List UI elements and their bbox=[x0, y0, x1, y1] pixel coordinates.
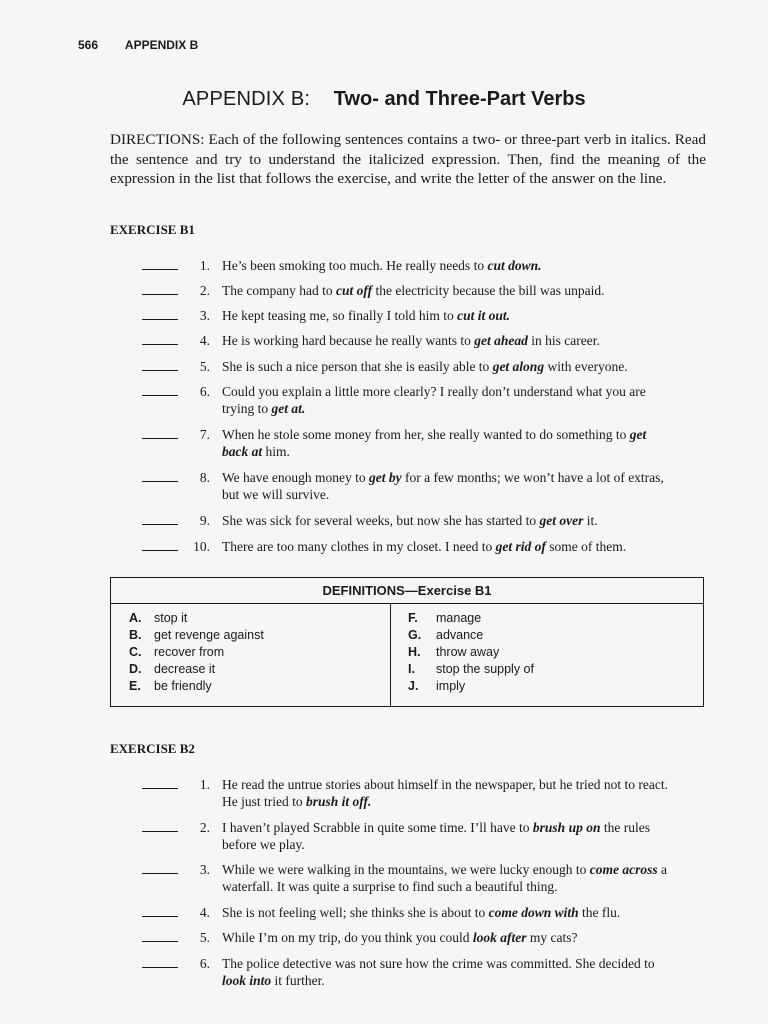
item-number: 1. bbox=[199, 258, 210, 273]
exercise-b1-heading: EXERCISE B1 bbox=[110, 222, 195, 237]
item-number: 5. bbox=[199, 930, 210, 945]
item-sentence: He’s been smoking too much. He really needs to cut down. bbox=[222, 258, 542, 273]
item-verb: look after bbox=[472, 930, 527, 945]
definitions-left-column bbox=[111, 604, 391, 706]
item-verb: get rid of bbox=[495, 539, 546, 554]
running-header bbox=[78, 38, 198, 52]
definition-meaning: decrease it bbox=[154, 662, 216, 676]
definition-letter: C. bbox=[129, 645, 142, 659]
item-number: 1. bbox=[199, 777, 210, 792]
definition-letter: B. bbox=[129, 628, 142, 642]
answer-blank[interactable] bbox=[142, 370, 178, 371]
answer-blank[interactable] bbox=[142, 395, 178, 396]
item-verb: come across bbox=[589, 862, 658, 877]
item-number: 9. bbox=[199, 513, 210, 528]
definition-meaning: get revenge against bbox=[154, 628, 264, 642]
definition-row bbox=[111, 661, 390, 678]
page-number: 566 bbox=[78, 38, 99, 52]
definition-row bbox=[111, 678, 390, 695]
item-sentence: She is such a nice person that she is easily able to get along with everyone. bbox=[222, 359, 628, 374]
answer-blank[interactable] bbox=[142, 873, 178, 874]
item-verb: brush up on bbox=[532, 820, 601, 835]
answer-blank[interactable] bbox=[142, 481, 178, 482]
item-sentence: He is working hard because he really wants to get ahead in his career. bbox=[222, 333, 600, 348]
item-verb: get over bbox=[539, 513, 584, 528]
definition-meaning: stop it bbox=[154, 611, 188, 625]
item-verb: get along bbox=[492, 359, 545, 374]
definition-row bbox=[111, 610, 390, 627]
item-number: 6. bbox=[199, 384, 210, 399]
item-verb: brush it off. bbox=[306, 794, 372, 809]
definitions-title: DEFINITIONS—Exercise B1 bbox=[111, 578, 703, 604]
title-label: APPENDIX B: bbox=[182, 88, 311, 110]
definition-row bbox=[391, 644, 702, 661]
answer-blank[interactable] bbox=[142, 344, 178, 345]
definitions-box bbox=[110, 577, 704, 707]
item-sentence: She was sick for several weeks, but now she has started to get over it. bbox=[222, 513, 598, 528]
directions-paragraph: DIRECTIONS: Each of the following sentences contains a two- or three-part verb in italics. Read the sentence and try to understand the italicized expression. Then, find the meaning of the expression in the list that follows the exercise, and write the letter of the answer on the line. bbox=[110, 131, 706, 187]
answer-blank[interactable] bbox=[142, 524, 178, 525]
item-verb: get ahead bbox=[474, 333, 528, 348]
item-sentence: The company had to cut off the electricity because the bill was unpaid. bbox=[222, 283, 605, 298]
answer-blank[interactable] bbox=[142, 967, 178, 968]
page-title bbox=[0, 88, 768, 111]
answer-blank[interactable] bbox=[142, 294, 178, 295]
title-main: Two- and Three-Part Verbs bbox=[333, 88, 586, 110]
definition-meaning: imply bbox=[436, 679, 466, 693]
item-verb: cut off bbox=[335, 283, 373, 298]
definition-row bbox=[391, 678, 702, 695]
item-number: 5. bbox=[199, 359, 210, 374]
definition-meaning: throw away bbox=[436, 645, 500, 659]
item-verb: cut down. bbox=[487, 258, 542, 273]
definition-row bbox=[391, 661, 702, 678]
item-sentence: When he stole some money from her, she really wanted to do something to get back at him. bbox=[222, 427, 647, 459]
item-verb: cut it out. bbox=[457, 308, 510, 323]
answer-blank[interactable] bbox=[142, 941, 178, 942]
item-number: 7. bbox=[199, 427, 210, 442]
definition-meaning: advance bbox=[436, 628, 484, 642]
definition-letter: I. bbox=[408, 662, 415, 676]
answer-blank[interactable] bbox=[142, 269, 178, 270]
definition-letter: E. bbox=[129, 679, 141, 693]
item-sentence: We have enough money to get by for a few months; we won’t have a lot of extras, but we will survive. bbox=[222, 470, 664, 502]
item-sentence: While we were walking in the mountains, we were lucky enough to come across a waterfall. It was quite a surprise to find such a beautiful thing. bbox=[222, 862, 668, 894]
item-sentence: While I’m on my trip, do you think you could look after my cats? bbox=[222, 930, 578, 945]
definition-row bbox=[111, 627, 390, 644]
item-verb: look into bbox=[222, 973, 272, 988]
item-sentence: Could you explain a little more clearly? I really don’t understand what you are trying to get at. bbox=[222, 384, 646, 416]
item-number: 4. bbox=[199, 905, 210, 920]
item-number: 3. bbox=[199, 308, 210, 323]
answer-blank[interactable] bbox=[142, 550, 178, 551]
answer-blank[interactable] bbox=[142, 788, 178, 789]
definition-row bbox=[111, 644, 390, 661]
definition-row bbox=[391, 610, 702, 627]
answer-blank[interactable] bbox=[142, 916, 178, 917]
item-verb: get by bbox=[369, 470, 402, 485]
item-sentence: He kept teasing me, so finally I told him to cut it out. bbox=[222, 308, 510, 323]
definition-meaning: be friendly bbox=[154, 679, 212, 693]
answer-blank[interactable] bbox=[142, 831, 178, 832]
item-number: 8. bbox=[199, 470, 210, 485]
definition-meaning: stop the supply of bbox=[436, 662, 534, 676]
item-sentence: He read the untrue stories about himself in the newspaper, but he tried not to react. He just tried to brush it off. bbox=[222, 777, 668, 809]
item-verb: get at. bbox=[271, 401, 306, 416]
section-name: APPENDIX B bbox=[124, 38, 199, 52]
definition-letter: J. bbox=[408, 679, 419, 693]
item-verb: get back at bbox=[222, 427, 647, 459]
item-sentence: There are too many clothes in my closet. I need to get rid of some of them. bbox=[222, 539, 627, 554]
definition-letter: D. bbox=[129, 662, 142, 676]
definition-letter: F. bbox=[408, 611, 418, 625]
exercise-b2-heading: EXERCISE B2 bbox=[110, 741, 195, 756]
item-sentence: The police detective was not sure how the crime was committed. She decided to look into it further. bbox=[222, 956, 655, 988]
answer-blank[interactable] bbox=[142, 319, 178, 320]
answer-blank[interactable] bbox=[142, 438, 178, 439]
item-number: 4. bbox=[199, 333, 210, 348]
item-number: 6. bbox=[199, 956, 210, 971]
definition-letter: A. bbox=[129, 611, 142, 625]
item-sentence: I haven’t played Scrabble in quite some time. I’ll have to brush up on the rules before we play. bbox=[222, 820, 650, 852]
definition-meaning: manage bbox=[436, 611, 482, 625]
item-verb: come down with bbox=[488, 905, 579, 920]
definition-meaning: recover from bbox=[154, 645, 225, 659]
item-sentence: She is not feeling well; she thinks she is about to come down with the flu. bbox=[222, 905, 621, 920]
definitions-right-column bbox=[391, 604, 702, 706]
item-number: 2. bbox=[199, 283, 210, 298]
item-number: 2. bbox=[199, 820, 210, 835]
definition-row bbox=[391, 627, 702, 644]
definition-letter: G. bbox=[408, 628, 422, 642]
item-number: 3. bbox=[199, 862, 210, 877]
definition-letter: H. bbox=[408, 645, 421, 659]
item-number: 10. bbox=[193, 539, 210, 554]
